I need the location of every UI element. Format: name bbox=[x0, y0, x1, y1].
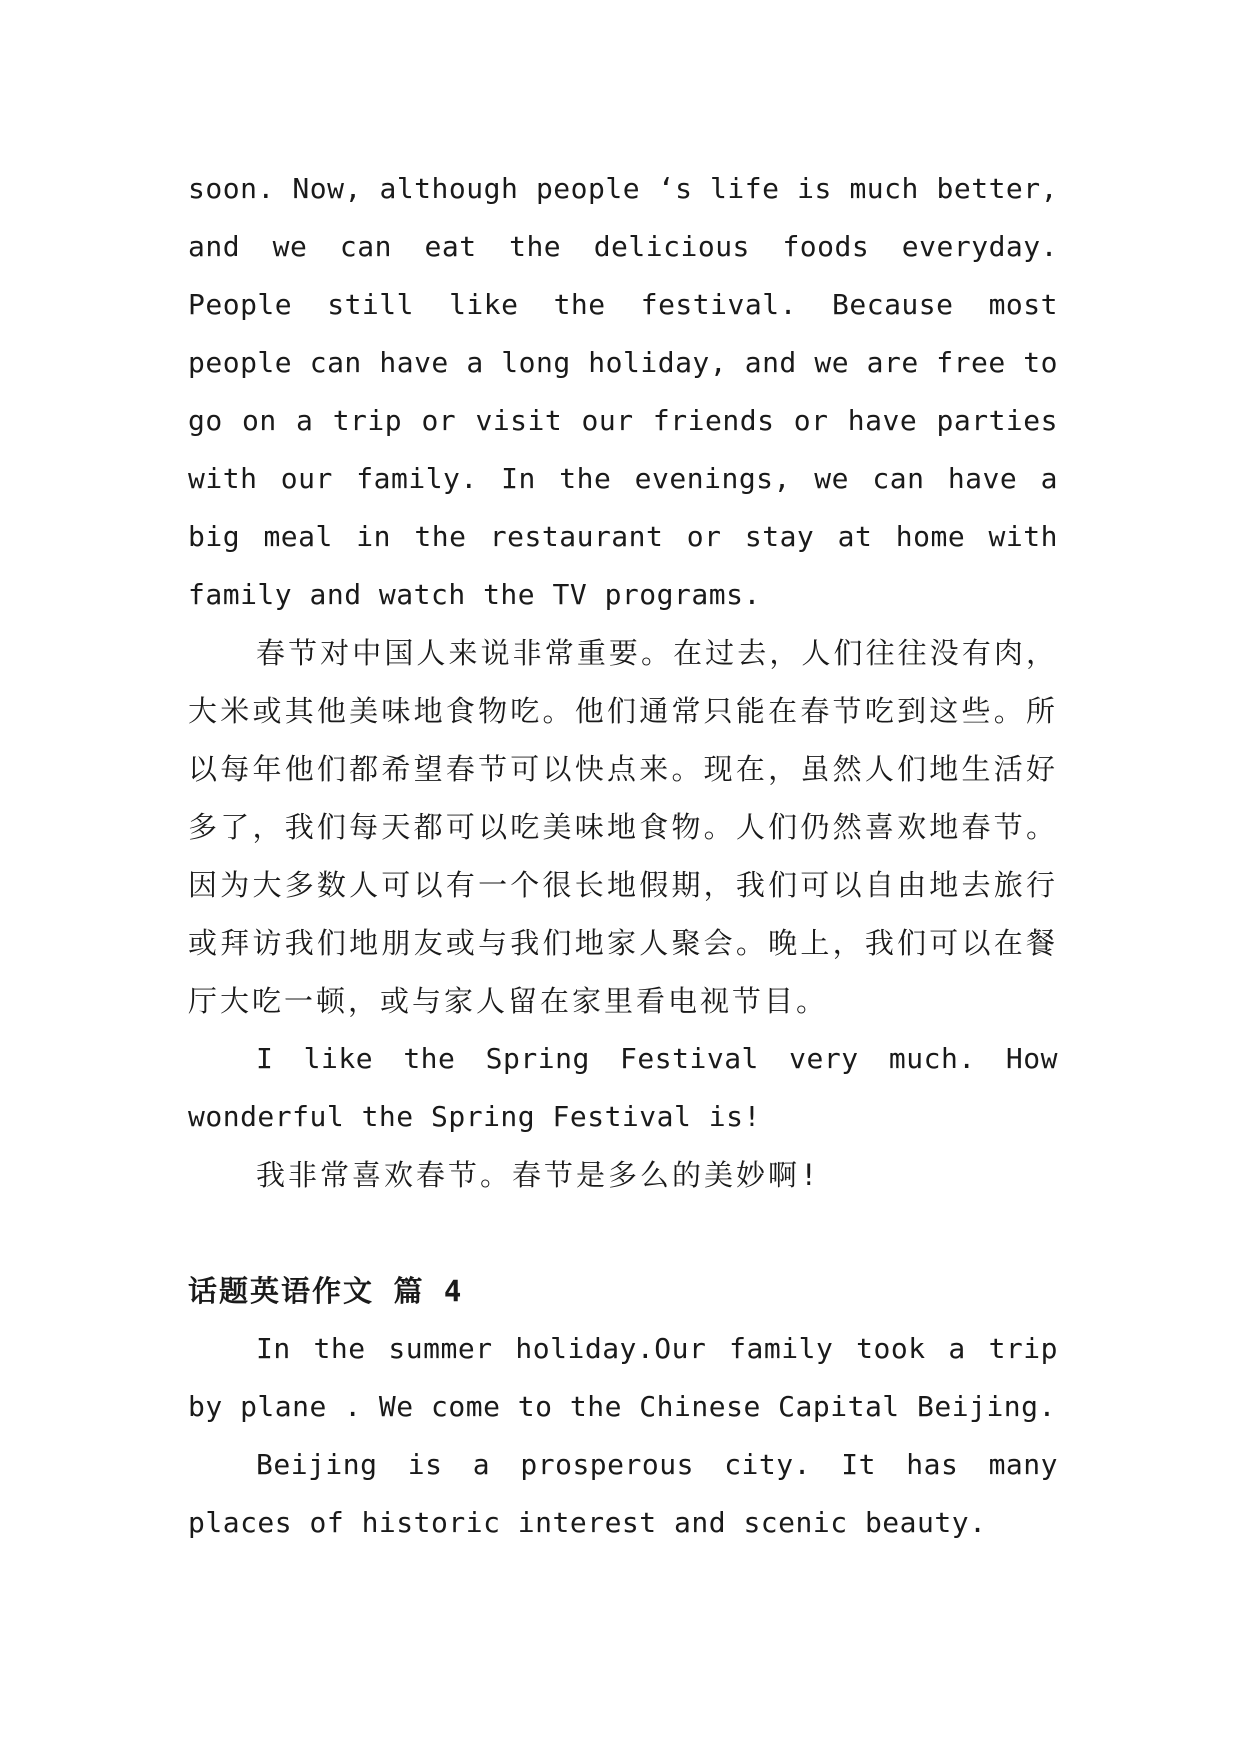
paragraph-chinese-translation: 春节对中国人来说非常重要。在过去，人们往往没有肉，大米或其他美味地食物吃。他们通常只能在春节吃到这些。所以每年他们都希望春节可以快点来。现在，虽然人们地生活好多了，我们每天都可以吃美味地食物。人们仍然喜欢地春节。因为大多数人可以有一个很长地假期，我们可以自由地去旅行或拜访我们地朋友或与我们地家人聚会。晚上，我们可以在餐厅大吃一顿，或与家人留在家里看电视节目。 bbox=[188, 636, 1058, 1018]
section-heading: 话题英语作文 篇 4 bbox=[188, 1274, 464, 1308]
document-body bbox=[188, 160, 1058, 1552]
paragraph-chinese-conclusion: 我非常喜欢春节。春节是多么的美妙啊! bbox=[256, 1158, 821, 1192]
paragraph-summer-trip: In the summer holiday.Our family took a trip by plane . We come to the Chinese Capital Beijing. bbox=[188, 1332, 1058, 1423]
paragraph-english-holiday: soon. Now, although people ‘s life is much better, and we can eat the delicious foods everyday. People still like the festival. Because most people can have a long holiday, and we are free to go on a trip or visit our friends or have parties with our family. In the evenings, we can have a big meal in the restaurant or stay at home with family and watch the TV programs. bbox=[188, 172, 1058, 611]
paragraph-english-conclusion: I like the Spring Festival very much. How wonderful the Spring Festival is! bbox=[188, 1042, 1058, 1133]
paragraph-beijing: Beijing is a prosperous city. It has many places of historic interest and scenic beauty. bbox=[188, 1448, 1058, 1539]
